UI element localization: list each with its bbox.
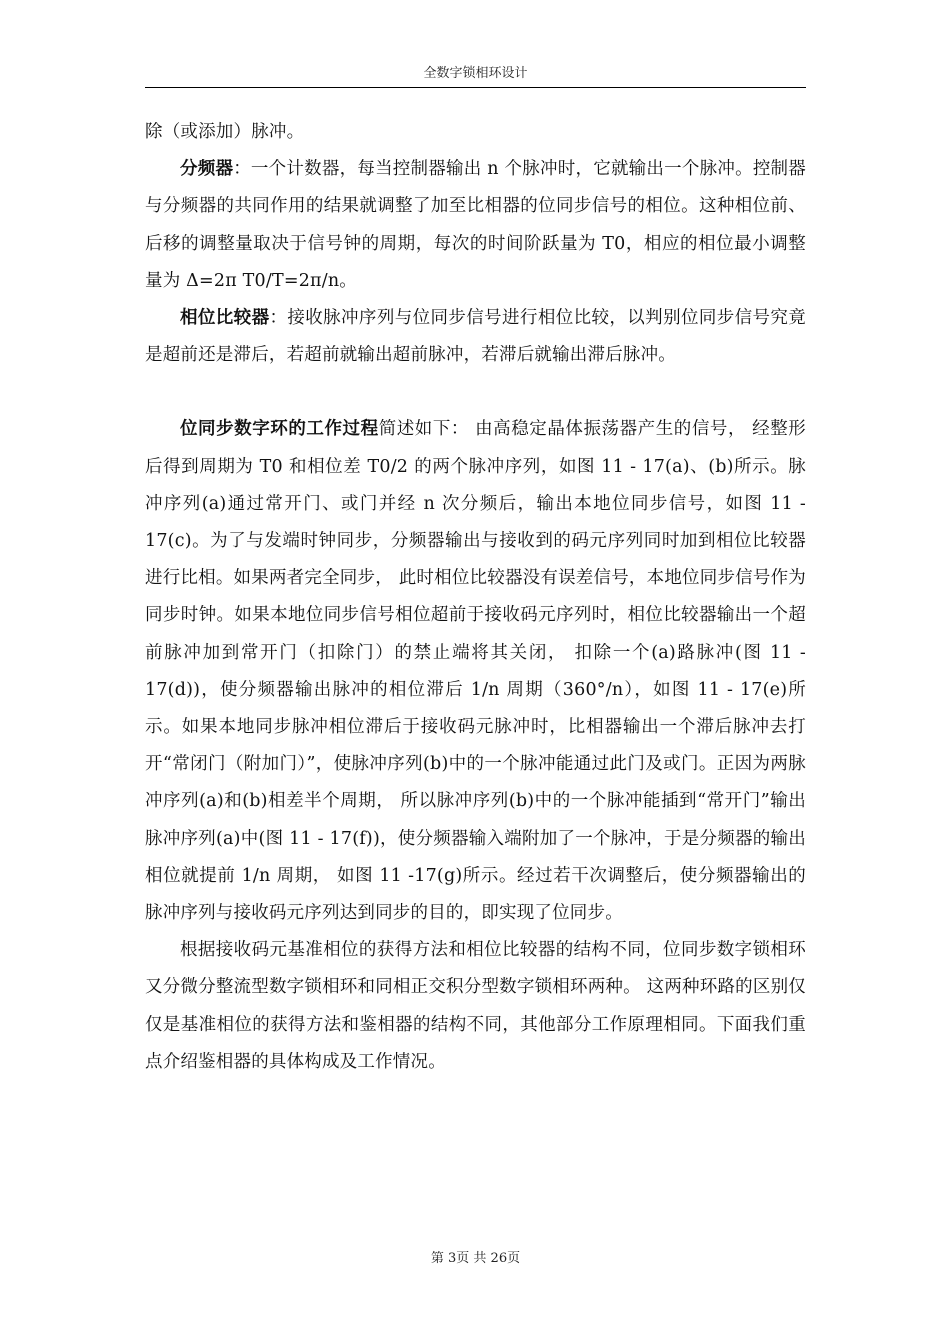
header-rule bbox=[145, 87, 806, 88]
term-divider: 分频器 bbox=[180, 159, 234, 180]
paragraph-working-process-text: 简述如下： 由高稳定晶体振荡器产生的信号， 经整形后得到周期为 T0 和相位差 T0/2 的两个脉冲序列，如图 11 - 17(a)、(b)所示。脉冲序列(a)通过常开门、或门并经 n 次分频后，输出本地位同步信号，如图 11 - 17(c)。为了与发端时钟同步，分频器输出与接收到的码元序列同时加到相位比较器进行比相。如果两者完全同步， 此时相位比较器没有误差信号，本地位同步信号作为同步时钟。如果本地位同步信号相位超前于接收码元序列时，相位比较器输出一个超前脉冲加到常开门（扣除门）的禁止端将其关闭， 扣除一个(a)路脉冲(图 11 - 17(d))，使分频器输出脉冲的相位滞后 1/n 周期（360°/n），如图 11 - 17(e)所示。如果本地同步脉冲相位滞后于接收码元脉冲时，比相器输出一个滞后脉冲去打开“常闭门（附加门）”，使脉冲序列(b)中的一个脉冲能通过此门及或门。正因为两脉冲序列(a)和(b)相差半个周期， 所以脉冲序列(b)中的一个脉冲能插到“常开门”输出脉冲序列(a)中(图 11 - 17(f))，使分频器输入端附加了一个脉冲，于是分频器的输出相位就提前 1/n 周期， 如图 11 -17(g)所示。经过若干次调整后，使分频器输出的脉冲序列与接收码元序列达到同步的目的，即实现了位同步。 bbox=[145, 419, 807, 924]
paragraph-gap bbox=[145, 374, 806, 411]
paragraph-working-process bbox=[145, 411, 806, 932]
paragraph-divider-text: ：一个计数器，每当控制器输出 n 个脉冲时，它就输出一个脉冲。控制器与分频器的共同作用的结果就调整了加至比相器的位同步信号的相位。这种相位前、后移的调整量取决于信号钟的周期，每次的时间阶跃量为 T0，相应的相位最小调整量为 Δ=2π T0/T=2π/n。 bbox=[145, 159, 806, 291]
term-working-process: 位同步数字环的工作过程 bbox=[180, 419, 379, 440]
paragraph-divider bbox=[145, 151, 806, 300]
paragraph-phase-comparator bbox=[145, 300, 806, 374]
page-header: 全数字锁相环设计 bbox=[423, 66, 528, 81]
paragraph-phase-comparator-text: ：接收脉冲序列与位同步信号进行相位比较，以判别位同步信号究竟是超前还是滞后，若超前就输出超前脉冲，若滞后就输出滞后脉冲。 bbox=[145, 308, 807, 366]
term-phase-comparator: 相位比较器 bbox=[180, 308, 270, 329]
paragraph-loop-types: 根据接收码元基准相位的获得方法和相位比较器的结构不同，位同步数字锁相环又分微分整流型数字锁相环和同相正交积分型数字锁相环两种。 这两种环路的区别仅仅是基准相位的获得方法和鉴相器的结构不同，其他部分工作原理相同。下面我们重点介绍鉴相器的具体构成及工作情况。 bbox=[145, 940, 806, 1072]
document-body bbox=[145, 114, 806, 1081]
paragraph-continuation: 除（或添加）脉冲。 bbox=[145, 122, 305, 142]
page-footer: 第 3页 共 26页 bbox=[430, 1251, 521, 1266]
